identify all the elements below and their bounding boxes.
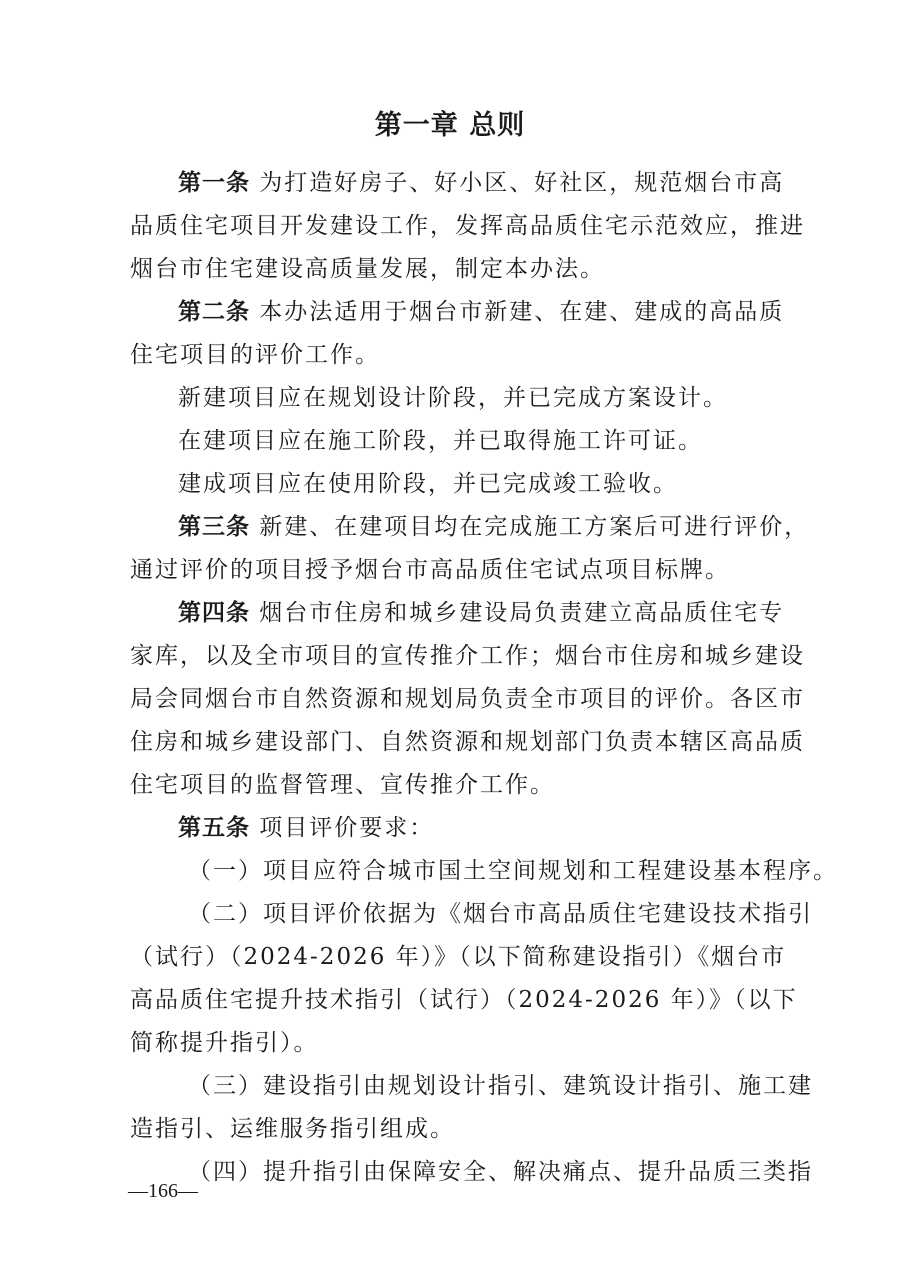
- article-5-label: 第五条: [178, 815, 250, 841]
- article-1-line-2: 品质住宅项目开发建设工作，发挥高品质住宅示范效应，推进: [130, 213, 805, 239]
- article-4-line-2: 家库，以及全市项目的宣传推介工作；烟台市住房和城乡建设: [130, 643, 805, 669]
- item-1: （一）项目应符合城市国土空间规划和工程建设基本程序。: [188, 858, 838, 884]
- article-5-line-1: 第五条 项目评价要求：: [178, 815, 435, 841]
- item-2-line-4: 简称提升指引）。: [130, 1030, 319, 1056]
- article-2-line-2: 住宅项目的评价工作。: [130, 342, 380, 368]
- article-4-line-4: 住房和城乡建设部门、自然资源和规划部门负责本辖区高品质: [130, 729, 805, 755]
- article-3-line-2: 通过评价的项目授予烟台市高品质住宅试点项目标牌。: [130, 557, 730, 583]
- item-2-line-1: （二）项目评价依据为《烟台市高品质住宅建设技术指引: [188, 901, 813, 927]
- article-2-para-new: 新建项目应在规划设计阶段，并已完成方案设计。: [178, 385, 728, 411]
- article-2-line-1: 第二条 本办法适用于烟台市新建、在建、建成的高品质: [178, 299, 785, 325]
- item-4-line-1: （四）提升指引由保障安全、解决痛点、提升品质三类指: [188, 1159, 813, 1185]
- item-3-line-1: （三）建设指引由规划设计指引、建筑设计指引、施工建: [188, 1073, 813, 1099]
- item-2-line-2: （试行）（2024-2026 年）》（以下简称建设指引）《烟台市: [130, 944, 787, 970]
- chapter-title: 第一章 总则: [374, 110, 526, 141]
- article-3-line-1: 第三条 新建、在建项目均在完成施工方案后可进行评价，: [178, 514, 810, 540]
- article-2-label: 第二条: [178, 299, 250, 325]
- article-1-label: 第一条: [178, 170, 250, 196]
- article-1-line-3: 烟台市住宅建设高质量发展，制定本办法。: [130, 256, 605, 282]
- item-2-line-3: 高品质住宅提升技术指引（试行）（2024-2026 年）》（以下: [130, 987, 798, 1013]
- article-4-line-1: 第四条 烟台市住房和城乡建设局负责建立高品质住宅专: [178, 600, 785, 626]
- page-number: —166—: [128, 1180, 198, 1202]
- article-3-label: 第三条: [178, 514, 250, 540]
- article-4-line-5: 住宅项目的监督管理、宣传推介工作。: [130, 772, 555, 798]
- article-4-label: 第四条: [178, 600, 250, 626]
- article-4-line-3: 局会同烟台市自然资源和规划局负责全市项目的评价。各区市: [130, 686, 805, 712]
- article-2-para-completed: 建成项目应在使用阶段，并已完成竣工验收。: [178, 471, 678, 497]
- item-3-line-2: 造指引、运维服务指引组成。: [130, 1116, 455, 1142]
- article-2-para-ongoing: 在建项目应在施工阶段，并已取得施工许可证。: [178, 428, 703, 454]
- article-1-line-1: 第一条 为打造好房子、好小区、好社区，规范烟台市高: [178, 170, 785, 196]
